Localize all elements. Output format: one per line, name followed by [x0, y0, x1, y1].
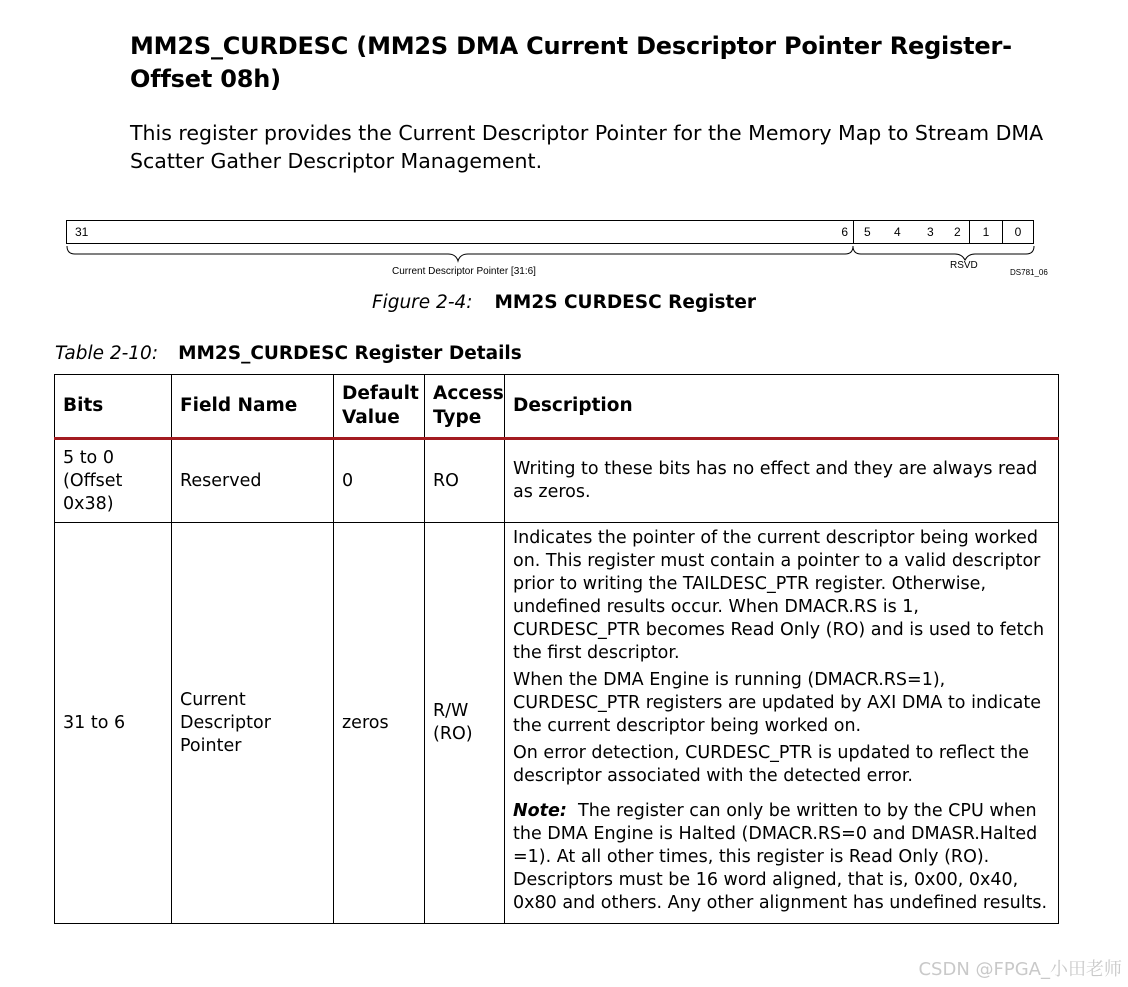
table-header-row [55, 375, 1059, 439]
cell-field-name: Reserved [172, 439, 334, 523]
description-paragraph: When the DMA Engine is running (DMACR.RS=1), CURDESC_PTR registers are updated by AXI DMA to indicate the current descriptor being worked on. [513, 670, 1041, 736]
watermark: CSDN @FPGA_小田老师 [918, 959, 1122, 980]
note-text: The register can only be written to by the CPU when the DMA Engine is Halted (DMACR.RS=0 and DMASR.Halted =1). At all other times, this register is Read Only (RO). Descriptors must be 16 word aligned, that is, 0x00, 0x40, 0x80 and others. Any other alignment has undefined results. [513, 801, 1048, 913]
register-field-braces [60, 244, 1050, 264]
table-caption-title: MM2S_CURDESC Register Details [178, 343, 522, 364]
register-rsvd-caption: RSVD [950, 260, 978, 271]
figure-doc-id: DS781_06 [1010, 268, 1048, 277]
bit-label-1: 1 [982, 225, 990, 239]
table-row [55, 523, 1059, 924]
header-default-value: Default Value [334, 375, 425, 439]
table-caption [55, 343, 522, 364]
cell-access-type: R/W (RO) [425, 523, 505, 924]
description-paragraph: Indicates the pointer of the current descriptor being worked on. This register must contain a pointer to a valid descriptor prior to writing the TAILDESC_PTR register. Otherwise, undefined results occur. When DMACR.RS is 1, CURDESC_PTR becomes Read Only (RO) and is used to fetch the first descriptor. [513, 528, 1045, 663]
description-paragraph: Writing to these bits has no effect and they are always read as zeros. [513, 459, 1038, 502]
cell-default-value: 0 [334, 439, 425, 523]
bit-label-3: 3 [927, 225, 934, 239]
table-row [55, 439, 1059, 523]
note-label: Note: [513, 801, 567, 821]
section-heading: MM2S_CURDESC (MM2S DMA Current Descriptor Pointer Register- Offset 08h) [130, 32, 1012, 93]
table-caption-label: Table 2-10: [55, 343, 159, 364]
figure-caption-title: MM2S CURDESC Register [494, 292, 757, 313]
description-note [513, 800, 1050, 915]
bit-label-4: 4 [894, 225, 901, 239]
cell-bits: 5 to 0 (Offset 0x38) [55, 439, 172, 523]
bit-label-2: 2 [954, 225, 961, 239]
intro-paragraph: This register provides the Current Descriptor Pointer for the Memory Map to Stream DMA Scatter Gather Descriptor Management. [130, 121, 1044, 173]
register-field-current-descriptor [66, 220, 854, 244]
figure-caption [0, 292, 1128, 313]
register-bit-1 [969, 220, 1003, 244]
cell-default-value: zeros [334, 523, 425, 924]
header-access-type: Access Type [425, 375, 505, 439]
header-description: Description [505, 375, 1059, 439]
register-field-caption: Current Descriptor Pointer [31:6] [392, 266, 536, 277]
register-details-table [54, 374, 1059, 924]
register-bit-0 [1002, 220, 1034, 244]
bit-label-5: 5 [864, 225, 871, 239]
cell-bits: 31 to 6 [55, 523, 172, 924]
bit-label-6: 6 [841, 225, 848, 239]
cell-description [505, 439, 1059, 523]
bit-label-31: 31 [75, 225, 89, 239]
register-field-rsvd [853, 220, 970, 244]
header-bits: Bits [55, 375, 172, 439]
cell-access-type: RO [425, 439, 505, 523]
description-paragraph: On error detection, CURDESC_PTR is updated to reflect the descriptor associated with the detected error. [513, 743, 1030, 786]
figure-caption-label: Figure 2-4: [371, 292, 473, 313]
cell-field-name: Current Descriptor Pointer [172, 523, 334, 924]
cell-description [505, 523, 1059, 924]
bit-label-0: 0 [1014, 225, 1022, 239]
header-field-name: Field Name [172, 375, 334, 439]
